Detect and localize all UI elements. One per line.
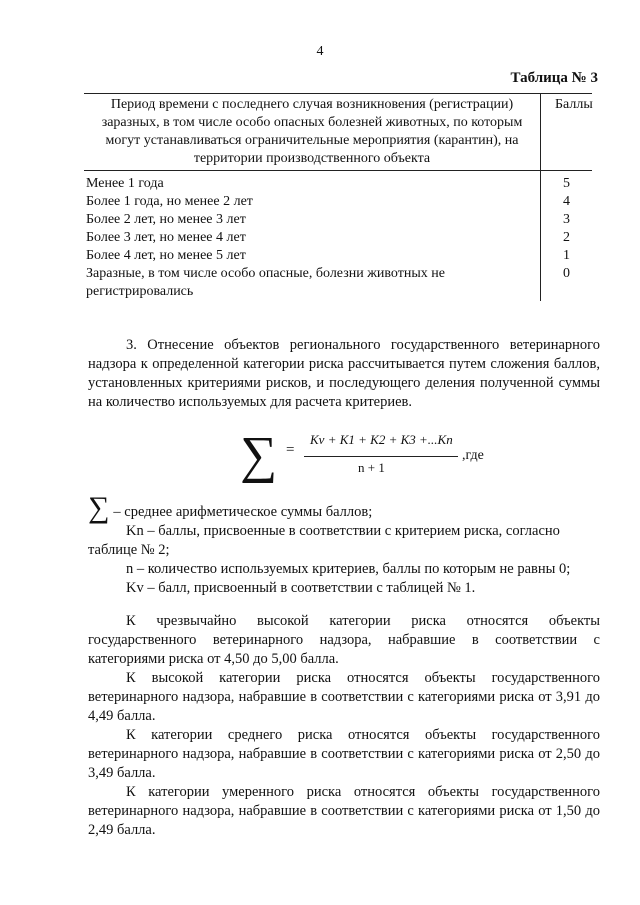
risk-table xyxy=(84,93,592,301)
equals-sign: = xyxy=(286,442,295,458)
risk-categories xyxy=(88,612,600,840)
row-period: Менее 1 года xyxy=(86,176,164,191)
definition-kn: Kn – баллы, присвоенные в соответствии с критерием риска, согласно таблице № 2; xyxy=(88,523,560,558)
paragraph-text: 3. Отнесение объектов регионального государственного ветеринарного надзора к определенной категории риска рассчитывается путем сложения баллов, установленных критериями рисков, и последующего деления полученной суммы на количество используемых для расчета критериев. xyxy=(88,337,600,410)
row-points: 3 xyxy=(540,211,592,229)
paragraph-3 xyxy=(88,336,600,412)
formula-denominator: n + 1 xyxy=(358,460,385,475)
row-points: 1 xyxy=(540,247,592,265)
table-row xyxy=(84,193,592,211)
row-period: Более 3 лет, но менее 4 лет xyxy=(86,230,246,245)
page-number: 4 xyxy=(316,44,324,59)
definition-n: n – количество используемых критериев, баллы по которым не равны 0; xyxy=(126,561,571,577)
fraction-bar xyxy=(304,456,458,457)
header-points: Баллы xyxy=(540,94,592,170)
table-caption: Таблица № 3 xyxy=(510,70,598,86)
table-row xyxy=(84,211,592,229)
table-row xyxy=(84,265,592,301)
table-row xyxy=(84,247,592,265)
sigma-symbol: ∑ xyxy=(240,427,278,484)
row-period: Более 1 года, но менее 2 лет xyxy=(86,194,253,209)
row-period: Более 4 лет, но менее 5 лет xyxy=(86,248,246,263)
row-points: 0 xyxy=(540,265,592,301)
risk-formula xyxy=(240,427,530,490)
row-points: 4 xyxy=(540,193,592,211)
sigma-symbol-small: ∑ xyxy=(88,491,110,524)
formula-definitions xyxy=(88,491,600,598)
category-paragraph: К высокой категории риска относятся объекты государственного ветеринарного надзора, набравшие в соответствии с категориями риска от 3,91 до 4,49 балла. xyxy=(88,670,600,724)
header-period: Период времени с последнего случая возникновения (регистрации) заразных, в том числе особо опасных болезней животных, по которым могут устанавливаться ограничительные мероприятия (карантин), на территории производственного объекта xyxy=(101,97,523,166)
definition-text: – среднее арифметическое суммы баллов; xyxy=(113,504,373,520)
row-points: 2 xyxy=(540,229,592,247)
table-header xyxy=(84,93,592,171)
formula-tail: ,где xyxy=(462,448,484,463)
table-row xyxy=(84,171,592,193)
category-paragraph: К категории среднего риска относятся объекты государственного ветеринарного надзора, набравшие в соответствии с категориями риска от 2,50 до 3,49 балла. xyxy=(88,727,600,781)
category-paragraph: К чрезвычайно высокой категории риска относятся объекты государственного ветеринарного надзора, набравшие в соответствии с категориями риска от 4,50 до 5,00 балла. xyxy=(88,613,600,667)
definition-kv: Kv – балл, присвоенный в соответствии с таблицей № 1. xyxy=(126,580,476,596)
table-row xyxy=(84,229,592,247)
formula-numerator: Kv + K1 + K2 + K3 +...Kn xyxy=(310,432,453,447)
definition-sigma xyxy=(88,491,600,524)
row-period: Более 2 лет, но менее 3 лет xyxy=(86,212,246,227)
category-paragraph: К категории умеренного риска относятся объекты государственного ветеринарного надзора, набравшие в соответствии с категориями риска от 1,50 до 2,49 балла. xyxy=(88,784,600,838)
row-points: 5 xyxy=(540,171,592,193)
row-period: Заразные, в том числе особо опасные, болезни животных не регистрировались xyxy=(86,266,445,299)
